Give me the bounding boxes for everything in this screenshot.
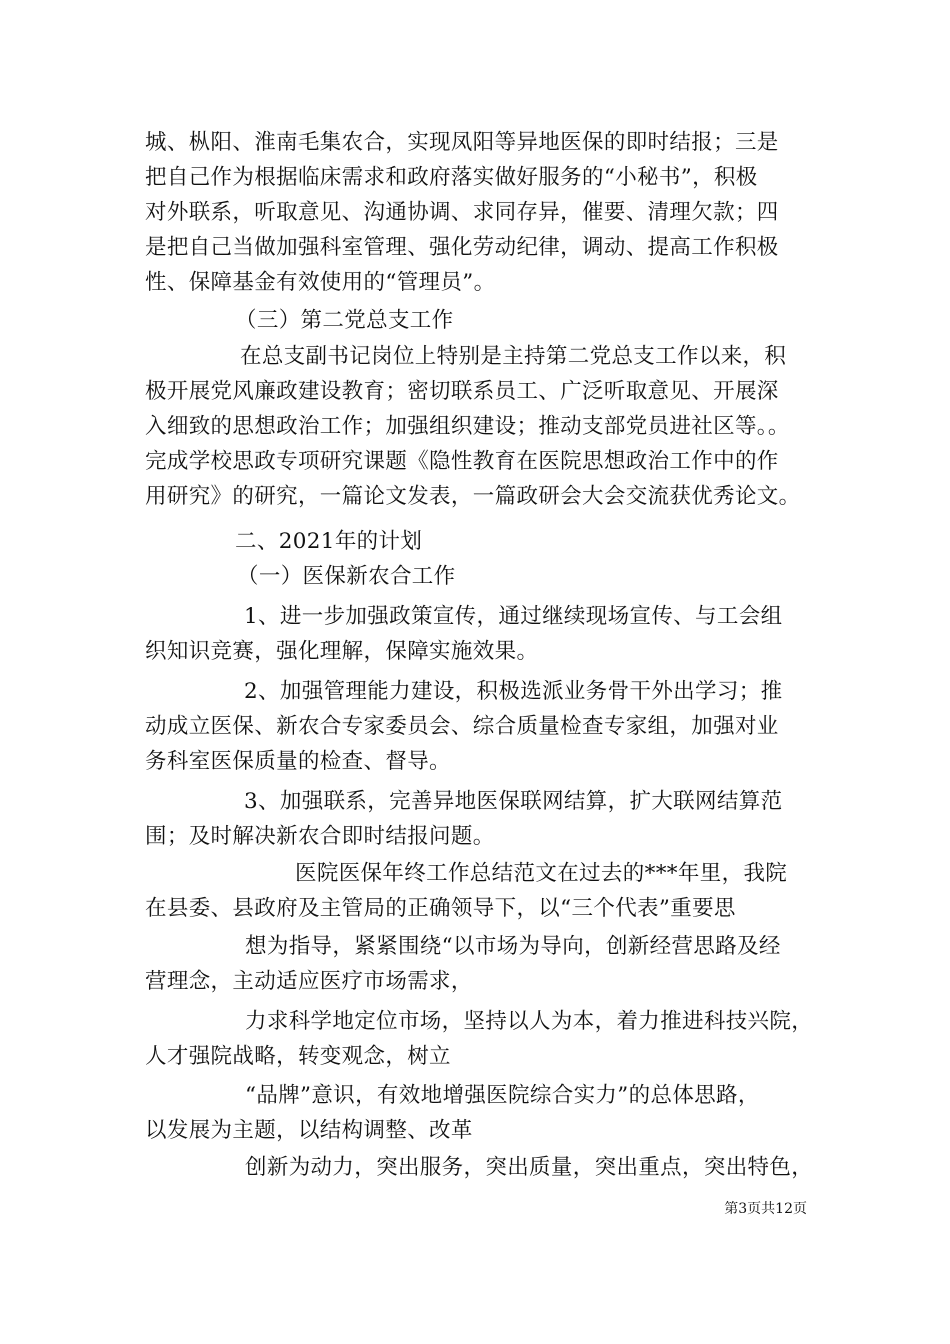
paragraph-line: 完成学校思政专项研究课题《隐性教育在医院思想政治工作中的作 <box>145 449 779 474</box>
paragraph-line: 动成立医保、新农合专家委员会、综合质量检查专家组，加强对业 <box>145 714 779 739</box>
paragraph-line: 营理念，主动适应医疗市场需求， <box>145 969 473 994</box>
paragraph-line: 性、保障基金有效使用的“管理员”。 <box>145 270 496 295</box>
paragraph-line: 创新为动力，突出服务，突出质量，突出重点，突出特色， <box>245 1155 814 1180</box>
paragraph-line: 用研究》的研究，一篇论文发表，一篇政研会大会交流获优秀论文。 <box>145 484 801 509</box>
paragraph-line: 对外联系，听取意见、沟通协调、求同存异，催要、清理欠款；四 <box>145 200 779 225</box>
paragraph-line: 务科室医保质量的检查、督导。 <box>145 749 451 774</box>
paragraph-line: 织知识竞赛，强化理解，保障实施效果。 <box>145 639 539 664</box>
paragraph-line: 3、加强联系，完善异地医保联网结算，扩大联网结算范 <box>244 789 783 814</box>
paragraph-line: 入细致的思想政治工作；加强组织建设；推动支部党员进社区等。。 <box>145 414 790 439</box>
paragraph-line: 把自己作为根据临床需求和政府落实做好服务的“小秘书”，积极 <box>145 165 758 190</box>
paragraph-line: 1、进一步加强政策宣传，通过继续现场宣传、与工会组 <box>244 604 783 629</box>
paragraph-line: 力求科学地定位市场，坚持以人为本，着力推进科技兴院， <box>245 1009 814 1034</box>
paragraph-line: 是把自己当做加强科室管理、强化劳动纪律，调动、提高工作积极 <box>145 235 779 260</box>
paragraph-line: “品牌”意识，有效地增强医院综合实力”的总体思路， <box>245 1083 760 1108</box>
section-heading: （一）医保新农合工作 <box>237 564 456 589</box>
paragraph-line: 医院医保年终工作总结范文在过去的***年里，我院 <box>295 861 788 886</box>
paragraph-line: 极开展党风廉政建设教育；密切联系员工、广泛听取意见、开展深 <box>145 379 779 404</box>
paragraph-line: 在县委、县政府及主管局的正确领导下，以“三个代表”重要思 <box>145 896 736 921</box>
section-heading: （三）第二党总支工作 <box>235 308 454 333</box>
paragraph-line: 2、加强管理能力建设，积极选派业务骨干外出学习；推 <box>244 679 783 704</box>
paragraph-line: 以发展为主题，以结构调整、改革 <box>145 1118 473 1143</box>
paragraph-line: 围；及时解决新农合即时结报问题。 <box>145 824 495 849</box>
paragraph-line: 城、枞阳、淮南毛集农合，实现凤阳等异地医保的即时结报；三是 <box>145 130 779 155</box>
paragraph-line: 想为指导，紧紧围绕“以市场为导向，创新经营思路及经 <box>245 934 781 959</box>
section-heading: 二、2021年的计划 <box>235 529 423 554</box>
page-number: 第3页共12页 <box>724 1201 807 1217</box>
paragraph-line: 人才强院战略，转变观念，树立 <box>145 1044 451 1069</box>
paragraph-line: 在总支副书记岗位上特别是主持第二党总支工作以来，积 <box>240 344 787 369</box>
